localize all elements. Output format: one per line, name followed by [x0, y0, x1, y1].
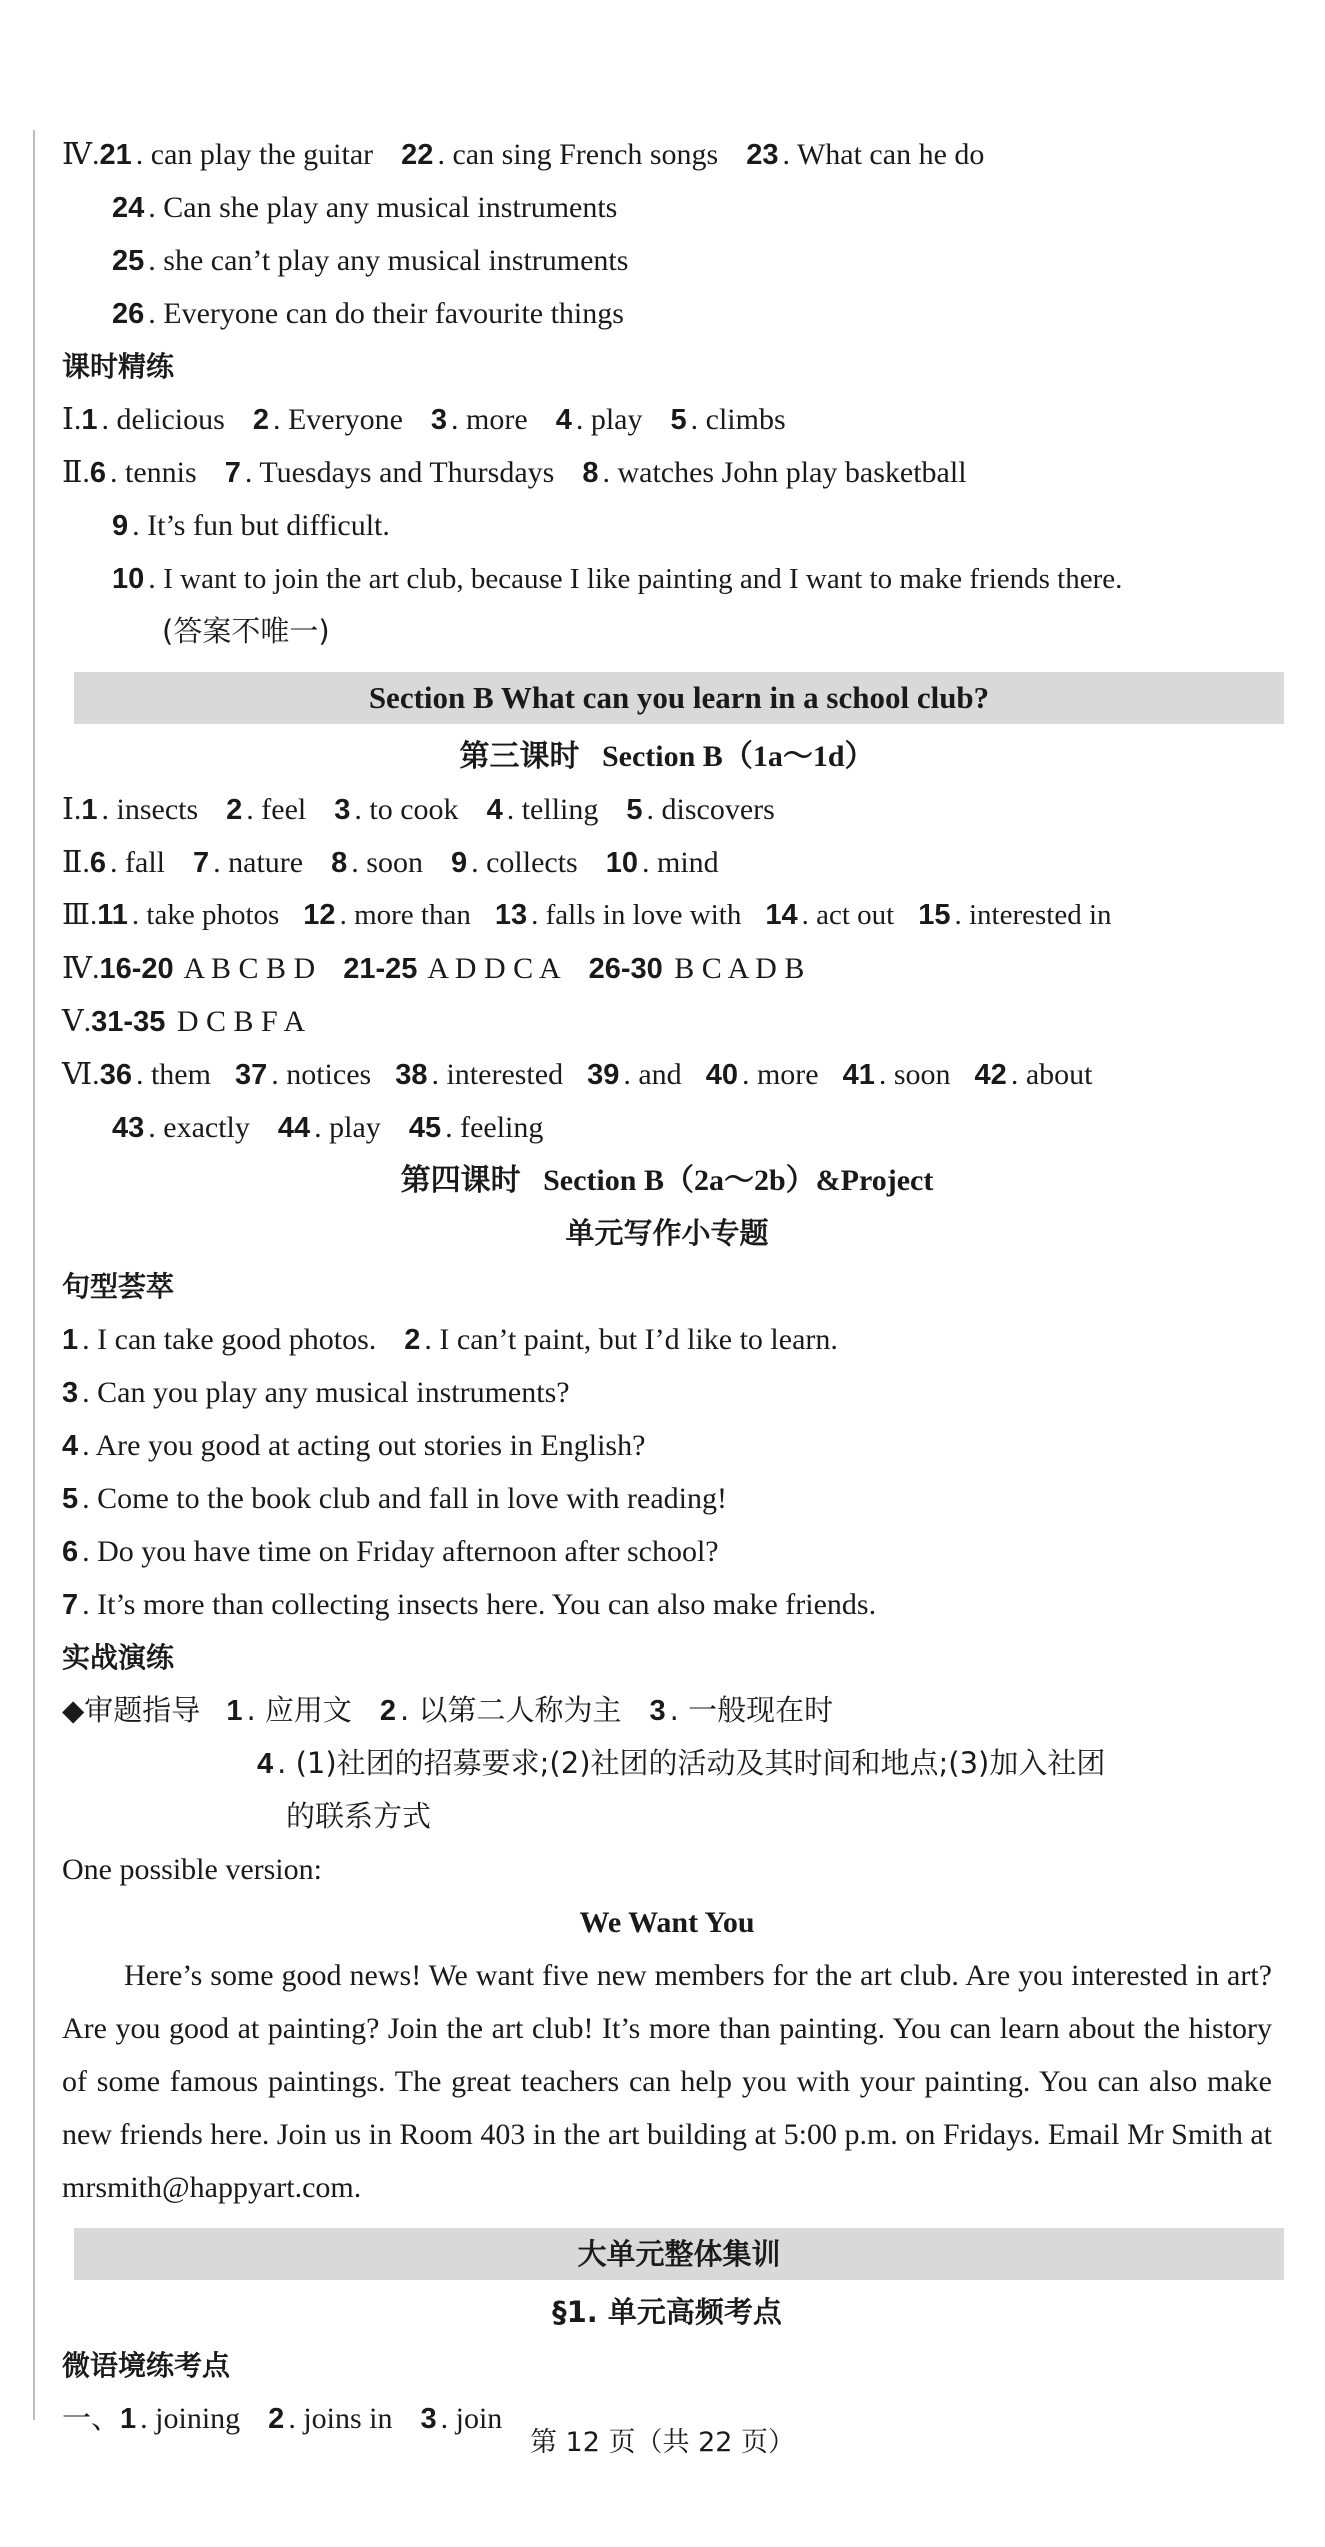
answer-text: A D D C A: [427, 952, 561, 985]
question-number: 4: [62, 1430, 79, 1462]
answer-text: Do you have time on Friday afternoon after school?: [97, 1535, 719, 1568]
answer-text: more: [756, 1058, 819, 1091]
question-number: 14: [765, 899, 798, 931]
answer-text: joining: [155, 2402, 241, 2435]
answer-text: Can she play any musical instruments: [163, 191, 618, 224]
question-number: 5: [62, 1483, 79, 1515]
answer-text: to cook: [369, 793, 459, 826]
juxing-row6: 6 . Do you have time on Friday afternoon after school?: [62, 1535, 719, 1568]
writing-subtitle: 单元写作小专题: [565, 1216, 769, 1250]
answer-text: D C B F A: [176, 1005, 306, 1038]
question-number: 7: [62, 1589, 79, 1621]
sb-row2: Ⅱ.6 . fall 7 . nature 8 . soon 9 . collects 10 . mind: [62, 846, 719, 879]
question-number: 2: [252, 404, 269, 436]
answer-text: A B C B D: [183, 952, 316, 985]
question-number: 12: [303, 899, 336, 931]
question-number: 6: [89, 457, 107, 489]
answer-text: collects: [486, 846, 578, 879]
lesson4-cn: 第四课时: [400, 1163, 521, 1198]
question-number: 2: [268, 2403, 285, 2435]
roman-numeral: Ⅰ.: [62, 793, 82, 826]
roman-numeral: Ⅴ.: [62, 1005, 92, 1038]
answer-text: about: [1025, 1058, 1093, 1091]
juxing-heading: 句型荟萃: [62, 1270, 175, 1303]
question-number: 41: [842, 1059, 875, 1091]
question-number: 22: [401, 139, 434, 171]
part4-row4: 26 . Everyone can do their favourite things: [112, 297, 624, 330]
question-number: 25: [112, 245, 145, 277]
answer-text: falls in love with: [545, 899, 742, 931]
question-number: 1: [62, 1324, 79, 1356]
question-number: 24: [112, 192, 145, 224]
question-number: 1: [81, 794, 98, 826]
question-number: 11: [97, 899, 128, 931]
answer-page: [62, 128, 1272, 2445]
sb-row4: [62, 942, 1272, 995]
juxing-row5: 5 . Come to the book club and fall in love with reading!: [62, 1482, 727, 1515]
part4-row2: 24 . Can she play any musical instruments: [112, 191, 618, 224]
section-b-band: Section B What can you learn in a school club?: [74, 672, 1284, 724]
question-number: 43: [112, 1112, 145, 1144]
lesson4-en: Section B（2a～2b）&Project: [543, 1164, 934, 1197]
question-number: 26: [112, 298, 145, 330]
answer-text: B C A D B: [674, 952, 805, 985]
answer-text: interested in: [968, 899, 1112, 931]
question-number: 3: [430, 404, 448, 436]
roman-numeral: Ⅲ.: [62, 899, 98, 931]
question-number: 2: [226, 794, 243, 826]
answer-text: insects: [116, 793, 199, 826]
question-number: 6: [89, 847, 107, 879]
roman-numeral: Ⅱ.: [62, 456, 90, 489]
answer-text: watches John play basketball: [617, 456, 967, 489]
question-number: 1: [81, 404, 98, 436]
question-number: 10: [605, 847, 638, 879]
question-number: 40: [705, 1059, 738, 1091]
answer-text: join: [455, 2402, 503, 2435]
section-marker: 一、: [62, 2401, 121, 2435]
part4-row1: Ⅳ.21 . can play the guitar 22 . can sing French songs 23 . What can he do: [62, 138, 985, 171]
lesson3-en: Section B（1a～1d）: [601, 740, 875, 773]
lesson3-cn: 第三课时: [459, 739, 580, 774]
roman-numeral: Ⅳ.: [62, 952, 100, 985]
question-number: 9: [450, 847, 468, 879]
roman-numeral: Ⅵ.: [62, 1058, 100, 1091]
sb-row1: Ⅰ.1 . insects 2 . feel 3 . to cook 4 . telling 5 . discovers: [62, 793, 775, 826]
keshi-q9: 9 . It’s fun but difficult.: [112, 509, 390, 542]
lesson3-title: [62, 730, 1272, 783]
answer-text: 应用文: [264, 1693, 352, 1727]
question-number: 3: [420, 2403, 437, 2435]
question-number: 8: [582, 457, 599, 489]
answer-text: interested: [446, 1058, 564, 1091]
guide-row1: ◆审题指导 1 . 应用文 2 . 以第二人称为主 3 . 一般现在时: [62, 1693, 834, 1727]
sb-row3: Ⅲ.11 . take photos 12 . more than 13 . falls in love with 14 . act out 15 . interested in: [62, 899, 1112, 931]
answer-text: 一般现在时: [688, 1693, 834, 1727]
version-label: One possible version:: [62, 1853, 322, 1886]
answer-text: act out: [816, 899, 895, 931]
sb-row5: [62, 995, 1272, 1048]
answer-text: Can you play any musical instruments?: [97, 1376, 570, 1409]
keshi-note: (答案不唯一): [162, 614, 330, 648]
juxing-row1: 1 . I can take good photos. 2 . I can’t paint, but I’d like to learn.: [62, 1323, 838, 1356]
answer-text: exactly: [163, 1111, 250, 1144]
answer-text: play: [590, 403, 643, 436]
answer-text: more: [466, 403, 528, 436]
answer-text: telling: [521, 793, 599, 826]
roman-numeral: Ⅱ.: [62, 846, 90, 879]
question-number: 4: [257, 1748, 274, 1780]
question-number: 13: [494, 899, 528, 931]
question-number: 15: [918, 899, 951, 931]
question-number: 16-20: [99, 953, 174, 985]
keshi-q10: 10 . I want to join the art club, because I like painting and I want to make friends there.: [112, 562, 1123, 595]
answer-text: and: [638, 1058, 682, 1091]
question-number: 5: [626, 794, 643, 826]
answer-text: feel: [261, 793, 307, 826]
answer-text: It’s fun but difficult.: [147, 509, 390, 542]
part4-row3: 25 . she can’t play any musical instruments: [112, 244, 629, 277]
question-number: 42: [974, 1059, 1007, 1091]
answer-text: she can’t play any musical instruments: [163, 244, 629, 277]
question-number: 3: [334, 794, 351, 826]
answer-text: delicious: [116, 403, 225, 436]
keshi-row2: Ⅱ.6 . tennis 7 . Tuesdays and Thursdays 8 . watches John play basketball: [62, 456, 967, 489]
answer-text: Tuesdays and Thursdays: [259, 456, 555, 489]
question-number: 5: [670, 404, 687, 436]
answer-text: climbs: [705, 403, 786, 436]
question-number: 7: [224, 457, 241, 489]
roman-numeral: Ⅳ.: [62, 138, 100, 171]
guide-row2: 4 . (1)社团的招募要求;(2)社团的活动及其时间和地点;(3)加入社团: [257, 1746, 1106, 1780]
unit-heading: 微语境练考点: [62, 2349, 231, 2382]
question-number: 10: [112, 563, 145, 595]
essay-body: Here’s some good news! We want five new members for the art club. Are you interested in art? Are you good at painting? Join the art club! It’s more than painting. You can learn about the history of some famous paintings. The great teachers can help you with your painting. You can also make new friends here. Join us in Room 403 in the art building at 5:00 p.m. on Fridays. Email Mr Smith at mrsmith@happyart.com.: [62, 1959, 1272, 2204]
question-number: 2: [404, 1324, 421, 1356]
essay-title: We Want You: [579, 1906, 755, 1939]
juxing-row4: 4 . Are you good at acting out stories in English?: [62, 1429, 646, 1462]
answer-text: can sing French songs: [452, 138, 719, 171]
answer-text: play: [329, 1111, 381, 1144]
roman-numeral: Ⅰ.: [62, 403, 82, 436]
guide-label: ◆审题指导: [62, 1693, 201, 1727]
unit-band: 大单元整体集训: [74, 2228, 1284, 2280]
question-number: 6: [62, 1536, 79, 1568]
answer-text: (1)社团的招募要求;(2)社团的活动及其时间和地点;(3)加入社团: [295, 1746, 1106, 1780]
keshi-heading: 课时精练: [62, 350, 175, 383]
sb-row6b: 43 . exactly 44 . play 45 . feeling: [112, 1111, 544, 1144]
answer-text: more than: [354, 899, 471, 931]
answer-text: I can’t paint, but I’d like to learn.: [439, 1323, 838, 1356]
unit-row1: 一、1 . joining 2 . joins in 3 . join: [62, 2401, 503, 2435]
question-number: 31-35: [91, 1006, 166, 1038]
answer-text: tennis: [125, 456, 197, 489]
answer-text: can play the guitar: [150, 138, 374, 171]
answer-text: notices: [286, 1058, 372, 1091]
answer-text: It’s more than collecting insects here. You can also make friends.: [97, 1588, 877, 1621]
shizhan-heading: 实战演练: [62, 1641, 175, 1674]
answer-text: joins in: [303, 2402, 393, 2435]
unit-sub: §1. 单元高频考点: [552, 2295, 782, 2329]
question-number: 36: [99, 1059, 132, 1091]
answer-text: Everyone can do their favourite things: [163, 297, 624, 330]
answer-text: I can take good photos.: [97, 1323, 377, 1356]
keshi-row1: Ⅰ.1 . delicious 2 . Everyone 3 . more 4 . play 5 . climbs: [62, 403, 786, 436]
answer-text: 以第二人称为主: [418, 1693, 622, 1727]
answer-text: soon: [366, 846, 423, 879]
question-number: 2: [379, 1695, 397, 1727]
answer-text: Come to the book club and fall in love with reading!: [97, 1482, 727, 1515]
question-number: 1: [120, 2403, 137, 2435]
sb-row6: Ⅵ.36 . them 37 . notices 38 . interested 39 . and 40 . more 41 . soon 42 . about: [62, 1058, 1093, 1091]
answer-text: fall: [125, 846, 166, 879]
question-number: 8: [331, 847, 348, 879]
question-number: 44: [277, 1112, 311, 1144]
answer-text: nature: [228, 846, 304, 879]
question-number: 39: [587, 1059, 620, 1091]
answer-text: Everyone: [287, 403, 403, 436]
answer-text: mind: [657, 846, 719, 879]
question-number: 1: [226, 1695, 243, 1727]
question-number: 37: [234, 1059, 268, 1091]
answer-text: soon: [893, 1058, 951, 1091]
question-number: 4: [555, 404, 572, 436]
answer-text: I want to join the art club, because I like painting and I want to make friends there.: [163, 563, 1123, 595]
answer-text: Are you good at acting out stories in English?: [95, 1429, 646, 1462]
juxing-row7: 7 . It’s more than collecting insects here. You can also make friends.: [62, 1588, 877, 1621]
guide-row3: 的联系方式: [286, 1799, 432, 1833]
question-number: 3: [62, 1377, 79, 1409]
answer-text: What can he do: [796, 138, 985, 171]
answer-text: feeling: [460, 1111, 544, 1144]
answer-text: discovers: [661, 793, 775, 826]
question-number: 38: [395, 1059, 428, 1091]
question-number: 21: [99, 139, 132, 171]
question-number: 26-30: [588, 953, 663, 985]
question-number: 45: [408, 1112, 442, 1144]
question-number: 23: [746, 139, 779, 171]
answer-text: them: [150, 1058, 211, 1091]
margin-rule: [33, 130, 35, 2420]
question-number: 7: [193, 847, 210, 879]
answer-text: take photos: [146, 899, 280, 931]
question-number: 21-25: [343, 953, 418, 985]
question-number: 3: [649, 1695, 666, 1727]
question-number: 9: [112, 510, 129, 542]
juxing-row3: 3 . Can you play any musical instruments?: [62, 1376, 570, 1409]
lesson4-title: [62, 1154, 1272, 1207]
question-number: 4: [486, 794, 503, 826]
page-footer: 第 12 页（共 22 页）: [529, 2427, 796, 2458]
